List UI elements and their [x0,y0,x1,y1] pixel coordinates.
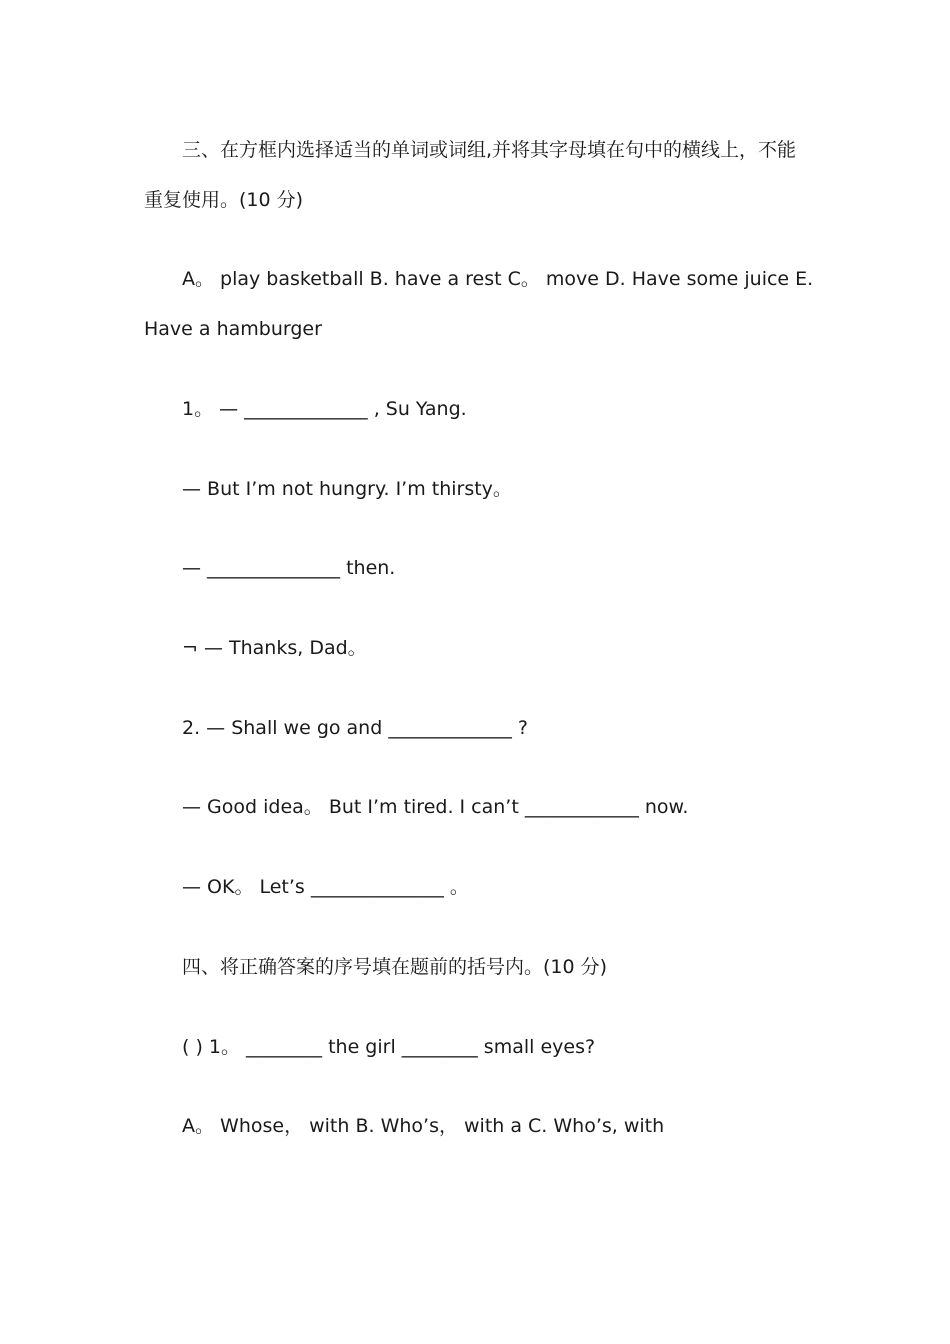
question-1-line-1: 1。 — _____________ , Su Yang. [182,398,467,420]
question-1-line-3: — ______________ then. [182,557,396,579]
question-2-line-2: — Good idea。 But I’m tired. I can’t ____________ now. [182,796,689,818]
question-2-line-1: 2. — Shall we go and _____________ ? [182,717,528,739]
section-3-heading-line-2: 重复使用。(10 分) [144,189,304,211]
word-options-line-1: A。 play basketball B. have a rest C。 move D. Have some juice E. [182,268,814,290]
section-4-heading: 四、将正确答案的序号填在题前的括号内。(10 分) [182,956,608,978]
word-options-line-2: Have a hamburger [144,318,322,340]
question-1-line-4: ¬ — Thanks, Dad。 [182,637,367,659]
section-4-question-1-options: A。 Whose， with B. Who’s， with a C. Who’s, with [182,1115,665,1137]
section-3-heading-line-1: 三、在方框内选择适当的单词或词组,并将其字母填在句中的横线上，不能 [182,139,797,161]
question-2-line-3: — OK。 Let’s ______________ 。 [182,876,469,898]
section-4-question-1-stem: ( ) 1。 ________ the girl ________ small eyes? [182,1036,596,1058]
question-1-line-2: — But I’m not hungry. I’m thirsty。 [182,478,512,500]
